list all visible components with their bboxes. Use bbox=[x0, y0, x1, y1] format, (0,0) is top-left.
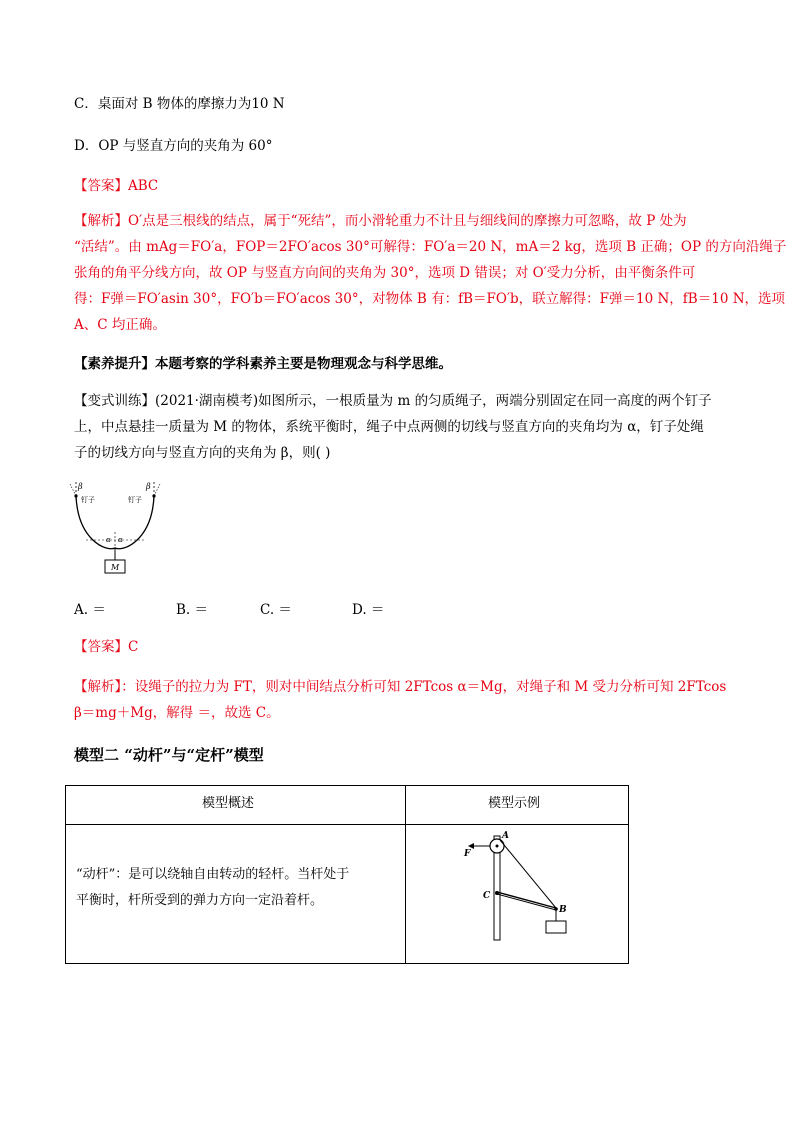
beta-left-label: β bbox=[78, 482, 83, 491]
option-c: C．桌面对 B 物体的摩擦力为10 N bbox=[74, 96, 285, 112]
alpha-right-label: α bbox=[118, 536, 123, 544]
analysis-2-line: 【解析】：设绳子的拉力为 FT，则对中间结点分析可知 2FTcos α＝Mg，对绳子和 M 受力分析可知 2FTcos bbox=[74, 679, 727, 695]
variant-line: 上，中点悬挂一质量为 M 的物体，系统平衡时，绳子中点两侧的切线与竖直方向的夹角均为 α，钉子处绳 bbox=[74, 419, 704, 435]
nail-left-label: 钉子 bbox=[81, 496, 95, 504]
answer-1: 【答案】ABC bbox=[74, 178, 159, 194]
alpha-left-label: α bbox=[106, 536, 111, 544]
rope-to-b bbox=[500, 840, 556, 908]
overview-line: 平衡时，杆所受到的弹力方向一定沿着杆。 bbox=[76, 893, 324, 908]
model-table bbox=[65, 785, 629, 964]
option-d: D．OP 与竖直方向的夹角为 60° bbox=[74, 138, 273, 154]
overview-line: “动杆”：是可以绕轴自由转动的轻杆。当杆处于 bbox=[76, 867, 350, 882]
model-heading: 模型二 “动杆”与“定杆”模型 bbox=[74, 746, 264, 764]
choice-d: D. ＝ bbox=[352, 602, 385, 618]
label-c: C bbox=[483, 891, 491, 901]
analysis-1-line: 得：F弹＝FO′asin 30°，FO′b＝FO′acos 30°，对物体 B 有：fB＝FO′b，联立解得：F弹＝10 N，fB＝10 N，选项 bbox=[74, 291, 786, 307]
label-a: A bbox=[502, 831, 509, 841]
choice-c: C. ＝ bbox=[260, 602, 292, 618]
analysis-2 bbox=[74, 674, 727, 726]
variant-problem bbox=[74, 388, 724, 466]
nail-right-label: 钉子 bbox=[128, 496, 142, 504]
table-header-example: 模型示例 bbox=[488, 796, 541, 811]
analysis-1-line: “活结”。由 mAg＝FO′a，FOP＝2FO′acos 30°可解得：FO′a＝20 N，mA＝2 kg，选项 B 正确；OP 的方向沿绳子 bbox=[74, 239, 787, 255]
analysis-1-line: 【解析】O′点是三根线的结点，属于“死结”，而小滑轮重力不计且与细线间的摩擦力可忽略，故 P 处为 bbox=[74, 213, 687, 229]
choice-b: B. ＝ bbox=[176, 602, 209, 618]
table-overview-text bbox=[76, 862, 396, 914]
rope-figure bbox=[66, 480, 166, 580]
analysis-2-line: β＝mg＋Mg，解得 ＝，故选 C。 bbox=[74, 705, 280, 721]
variant-line: 【变式训练】(2021·湖南模考)如图所示，一根质量为 m 的匀质绳子，两端分别固定在同一高度的两个钉子 bbox=[74, 393, 712, 409]
label-b: B bbox=[559, 905, 567, 915]
beta-right-label: β bbox=[146, 482, 151, 491]
table-header-overview: 模型概述 bbox=[202, 796, 255, 811]
variant-line: 子的切线方向与竖直方向的夹角为 β，则( ) bbox=[74, 445, 331, 461]
mass-label: M bbox=[111, 563, 120, 572]
answer-2: 【答案】C bbox=[74, 639, 139, 655]
literacy-note: 【素养提升】本题考察的学科素养主要是物理观念与科学思维。 bbox=[74, 356, 452, 372]
analysis-1-line: A、C 均正确。 bbox=[74, 317, 166, 333]
choice-a: A. ＝ bbox=[74, 602, 106, 618]
weight-box bbox=[546, 921, 566, 933]
movable-rod-diagram bbox=[456, 828, 576, 948]
rod bbox=[497, 892, 556, 908]
label-f: F bbox=[464, 849, 471, 859]
analysis-1-line: 张角的角平分线方向，故 OP 与竖直方向间的夹角为 30°，选项 D 错误；对 O′受力分析，由平衡条件可 bbox=[74, 265, 696, 281]
analysis-1 bbox=[74, 208, 787, 338]
